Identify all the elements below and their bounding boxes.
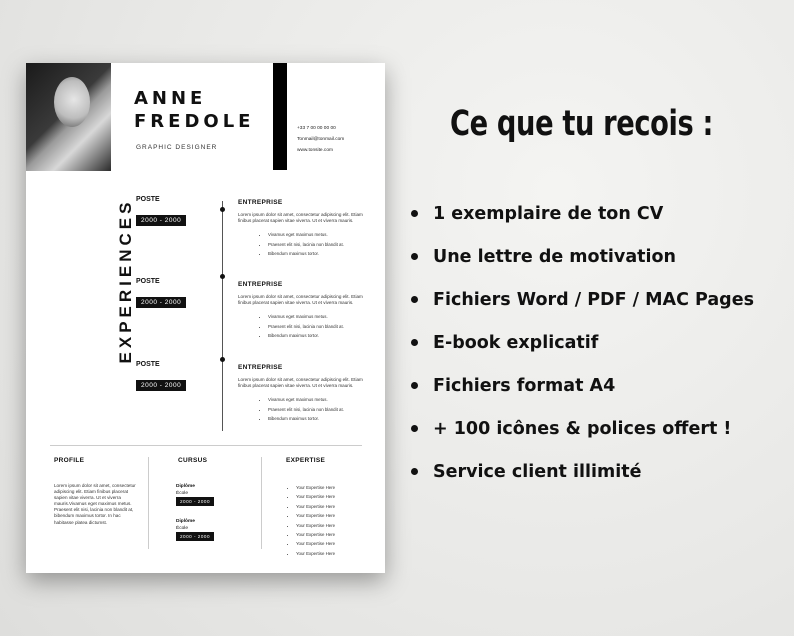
date-badge: 2000 - 2000 (136, 215, 186, 226)
cursus-heading: CURSUS (178, 457, 208, 464)
company-name: ENTREPRISE (238, 199, 283, 206)
profile-photo (26, 63, 111, 171)
company-name: ENTREPRISE (238, 364, 283, 371)
cursus-item (176, 483, 214, 506)
feature-label: E-book explicatif (433, 333, 599, 353)
list-item: • Your Expertise Here (296, 511, 335, 520)
first-name: ANNE (134, 88, 207, 109)
job-title: GRAPHIC DESIGNER (136, 144, 218, 151)
list-item: • Your Expertise Here (296, 492, 335, 501)
timeline-dot (220, 207, 225, 212)
experience-description: Lorem ipsum dolor sit amet, consectetur adipiscing elit. Etiam finibus placerat sapien vitae viverra. Ut et viverra mauris. (238, 212, 363, 223)
cv-preview (26, 63, 385, 573)
list-item: • Bibendum maximus tortor. (268, 249, 368, 259)
profile-heading: PROFILE (54, 457, 85, 464)
poste-label: POSTE (136, 196, 160, 203)
feature-label: Fichiers Word / PDF / MAC Pages (433, 290, 754, 310)
feature-label: Fichiers format A4 (433, 376, 616, 396)
list-item: • Praesent elit nisi, lacinia non blandit at. (268, 240, 368, 250)
feature-label: + 100 icônes & polices offert ! (433, 419, 732, 439)
feature-item (409, 288, 754, 331)
company-name: ENTREPRISE (238, 281, 283, 288)
experience-description: Lorem ipsum dolor sit amet, consectetur adipiscing elit. Etiam finibus placerat sapien vitae viverra. Ut et viverra mauris. (238, 294, 363, 305)
bullet-icon (411, 382, 418, 389)
experience-description: Lorem ipsum dolor sit amet, consectetur adipiscing elit. Etiam finibus placerat sapien vitae viverra. Ut et viverra mauris. (238, 377, 363, 388)
date-badge: 2000 - 2000 (136, 380, 186, 391)
bullet-icon (411, 253, 418, 260)
column-divider (148, 457, 149, 549)
experience-bullets (238, 312, 368, 341)
experience-entry (238, 281, 368, 341)
timeline-dot (220, 357, 225, 362)
timeline-line (222, 201, 223, 431)
bullet-icon (411, 425, 418, 432)
feature-item (409, 460, 754, 503)
list-item: • Vivamus eget maximus metus. (268, 395, 368, 405)
bullet-icon (411, 339, 418, 346)
list-item: • Vivamus eget maximus metus. (268, 312, 368, 322)
date-badge: 2000 - 2000 (176, 497, 214, 506)
feature-label: 1 exemplaire de ton CV (433, 204, 664, 224)
experiences-heading: EXPERIENCES (116, 198, 135, 364)
school-label: École (176, 526, 188, 531)
feature-item (409, 245, 754, 288)
list-item: • Your Expertise Here (296, 549, 335, 558)
contact-phone: +33 7 00 00 00 00 (297, 126, 336, 131)
header-accent-bar (273, 63, 287, 170)
poste-label: POSTE (136, 278, 160, 285)
experience-position (136, 196, 186, 226)
school-label: École (176, 491, 188, 496)
experience-entry (238, 364, 368, 424)
column-divider (261, 457, 262, 549)
feature-label: Une lettre de motivation (433, 247, 676, 267)
feature-item (409, 202, 754, 245)
list-item: • Vivamus eget maximus metus. (268, 230, 368, 240)
last-name: FREDOLE (134, 111, 255, 132)
list-item: • Praesent elit nisi, lacinia non blandit at. (268, 322, 368, 332)
diploma-label: Diplôme (176, 484, 195, 489)
list-item: • Praesent elit nisi, lacinia non blandit at. (268, 405, 368, 415)
contact-website: www.tonsite.com (297, 148, 333, 153)
feature-item (409, 374, 754, 417)
cv-name (134, 87, 254, 133)
list-item: • Your Expertise Here (296, 530, 335, 539)
bullet-icon (411, 296, 418, 303)
list-item: • Bibendum maximus tortor. (268, 414, 368, 424)
experience-bullets (238, 395, 368, 424)
profile-text: Lorem ipsum dolor sit amet, consectetur adipiscing elit. Etiam finibus placerat sapien vitae viverra. Ut et viverra mauris.Vivamus eget maximus metus. Praesent elit nisi, lacinia non blandit at, bibendum maximus tortor. In hac habitasse platea dictumst. (54, 483, 136, 525)
cursus-item (176, 518, 214, 541)
expertise-list (286, 483, 335, 558)
timeline-dot (220, 274, 225, 279)
bullet-icon (411, 210, 418, 217)
feature-list (409, 202, 754, 503)
offer-heading: Ce que tu recois : (450, 104, 713, 144)
list-item: • Your Expertise Here (296, 521, 335, 530)
list-item: • Your Expertise Here (296, 483, 335, 492)
poste-label: POSTE (136, 361, 160, 368)
experience-position (136, 361, 186, 391)
list-item: • Your Expertise Here (296, 502, 335, 511)
feature-label: Service client illimité (433, 462, 642, 482)
expertise-heading: EXPERTISE (286, 457, 326, 464)
bullet-icon (411, 468, 418, 475)
date-badge: 2000 - 2000 (176, 532, 214, 541)
section-divider (50, 445, 362, 446)
experience-entry (238, 199, 368, 259)
contact-info (297, 123, 344, 156)
feature-item (409, 417, 754, 460)
experience-bullets (238, 230, 368, 259)
list-item: • Your Expertise Here (296, 539, 335, 548)
diploma-label: Diplôme (176, 519, 195, 524)
experience-position (136, 278, 186, 308)
date-badge: 2000 - 2000 (136, 297, 186, 308)
list-item: • Bibendum maximus tortor. (268, 331, 368, 341)
contact-email: Tonmail@tonmail.com (297, 137, 345, 142)
feature-item (409, 331, 754, 374)
